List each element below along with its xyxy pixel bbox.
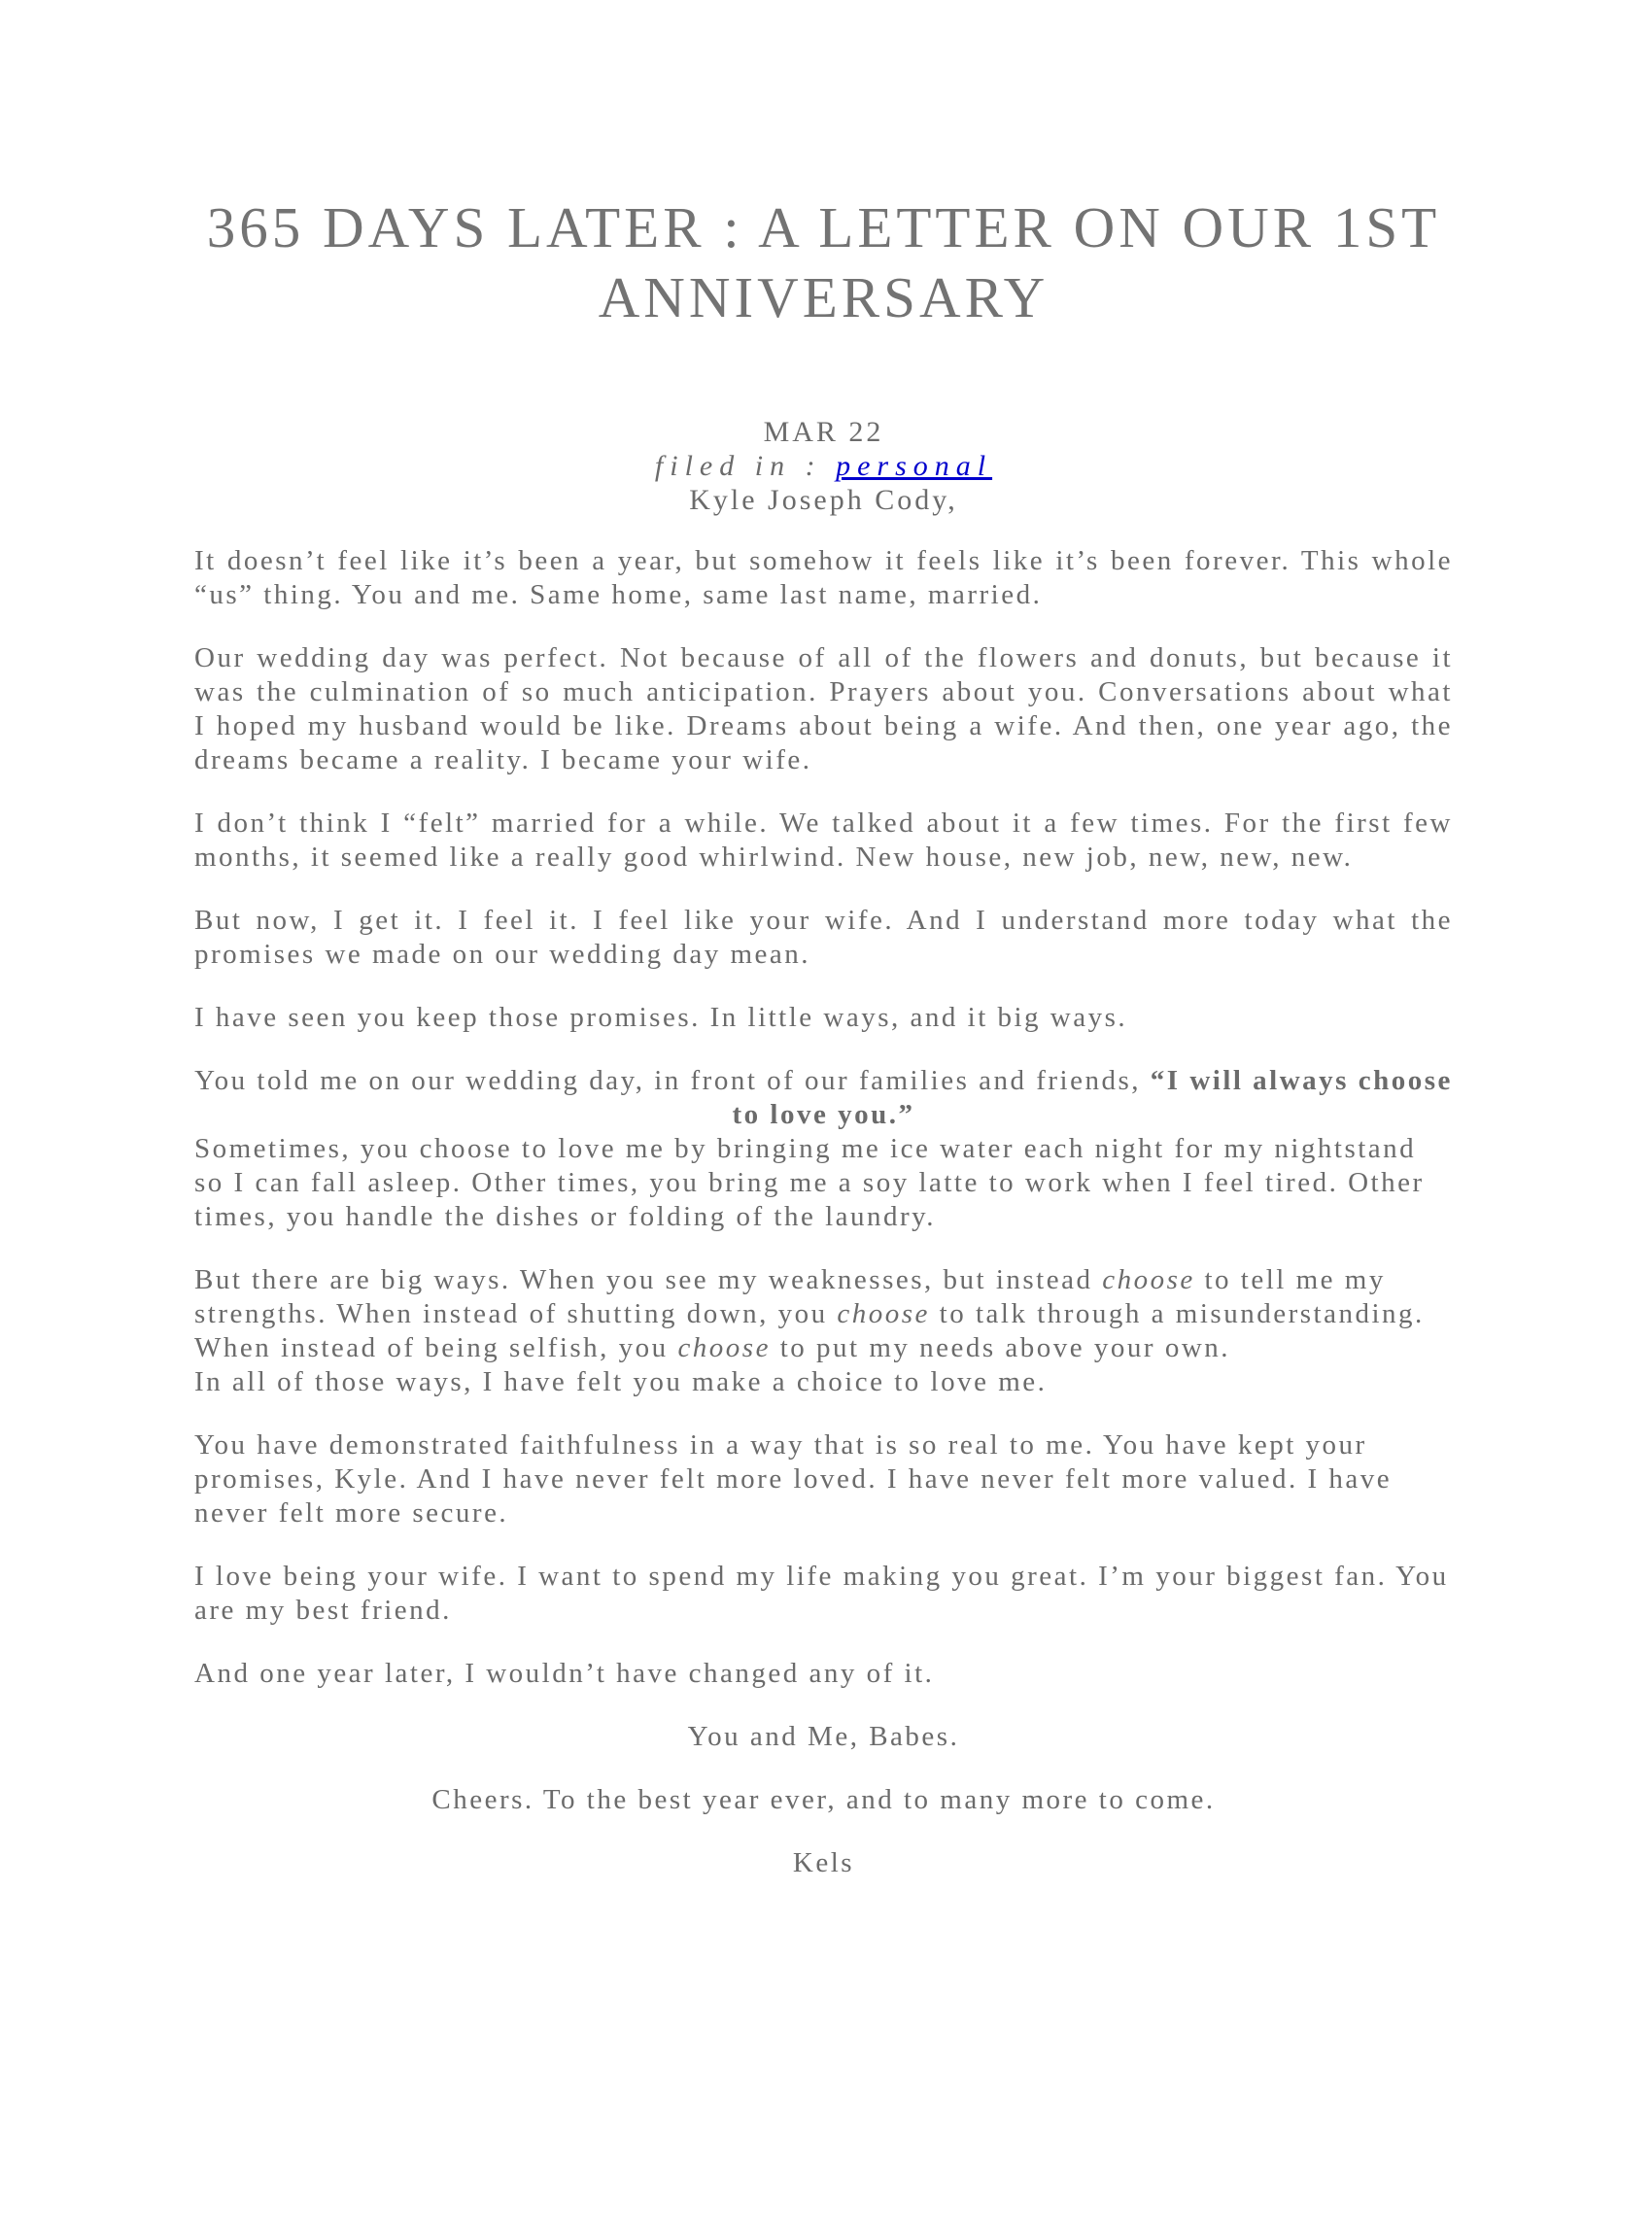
paragraph: And one year later, I wouldn’t have changed any of it.: [194, 1658, 935, 1689]
paragraph: I love being your wife. I want to spend my life making you great. I’m your biggest fan. You are my best friend.: [194, 1561, 1449, 1626]
quote-bold: “I will always choose to love you.”: [732, 1065, 1453, 1130]
paragraph: I don’t think I “felt” married for a while. We talked about it a few times. For the first few months, it seemed like a really good whirlwind. New house, new job, new, new, new.: [194, 808, 1453, 873]
post-meta: [194, 415, 1453, 517]
wedding-vow-quote: [194, 1064, 1453, 1132]
emphasis-choose: choose: [1102, 1264, 1195, 1295]
filed-in-label: filed in :: [654, 450, 837, 482]
page-title: 365 DAYS LATER : A LETTER ON OUR 1ST ANNIVERSARY: [206, 195, 1441, 329]
category-link-personal[interactable]: personal: [836, 450, 993, 482]
text-run: to talk through a misunderstanding. When instead of being selfish, you: [194, 1298, 1425, 1363]
closing-line: You and Me, Babes.: [687, 1721, 960, 1752]
paragraph: In all of those ways, I have felt you make a choice to love me.: [194, 1366, 1048, 1397]
text-run: to put my needs above your own.: [770, 1332, 1231, 1363]
text-run: But there are big ways. When you see my weaknesses, but instead: [194, 1264, 1103, 1295]
paragraph: It doesn’t feel like it’s been a year, but somehow it feels like it’s been forever. This whole “us” thing. You and me. Same home, same last name, married.: [194, 545, 1453, 610]
paragraph: You have demonstrated faithfulness in a way that is so real to me. You have kept your promises, Kyle. And I have never felt more loved. I have never felt more valued. I have never felt more secure.: [194, 1429, 1393, 1529]
emphasis-choose: choose: [677, 1332, 771, 1363]
letter-page: [194, 0, 1453, 1880]
text-run: to tell me my strengths. When instead of shutting down, you: [194, 1264, 1386, 1329]
author-line: Kyle Joseph Cody,: [689, 484, 958, 516]
paragraph: Our wedding day was perfect. Not because of all of the flowers and donuts, but because it was the culmination of so much anticipation. Prayers about you. Conversations about what I hoped my husband would be like. Dreams about being a wife. And then, one year ago, the dreams became a reality. I became your wife.: [194, 642, 1453, 775]
quote-intro: You told me on our wedding day, in front of our families and friends,: [194, 1065, 1142, 1096]
signature: Kels: [792, 1847, 855, 1878]
paragraph: But now, I get it. I feel it. I feel like your wife. And I understand more today what the promises we made on our wedding day mean.: [194, 905, 1453, 970]
paragraph: I have seen you keep those promises. In little ways, and it big ways.: [194, 1002, 1128, 1033]
paragraph: Sometimes, you choose to love me by bringing me ice water each night for my nightstand so I can fall asleep. Other times, you bring me a soy latte to work when I feel tired. Other times, you handle the dishes or folding of the laundry.: [194, 1133, 1425, 1232]
closing-toast: Cheers. To the best year ever, and to many more to come.: [431, 1784, 1216, 1815]
paragraph-choose: [194, 1263, 1453, 1365]
post-date: MAR 22: [763, 416, 884, 448]
filed-in-line: [194, 449, 1453, 483]
emphasis-choose: choose: [837, 1298, 930, 1329]
